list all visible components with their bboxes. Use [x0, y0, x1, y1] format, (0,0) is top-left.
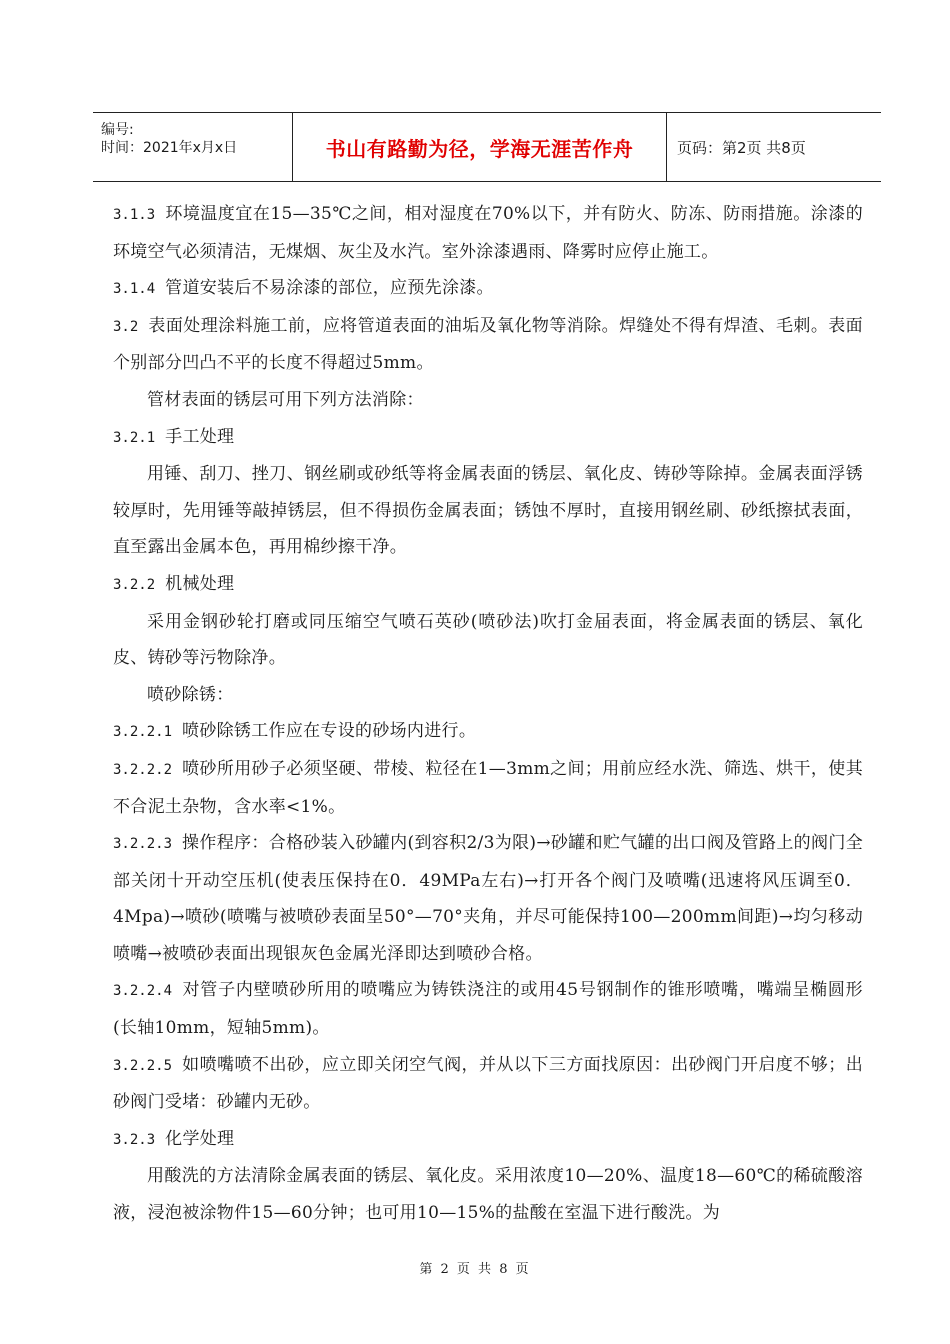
paragraph-text: 对管子内壁喷砂所用的喷嘴应为铸铁浇注的或用45号钢制作的锥形喷嘴，嘴端呈椭圆形(长轴10mm，短轴5mm)。 — [113, 980, 863, 1039]
paragraph-text: 喷砂除锈： — [147, 684, 234, 705]
section-number: 3.2.3 — [113, 1131, 156, 1148]
paragraph — [113, 713, 863, 751]
section-number: 3.1.3 — [113, 207, 156, 223]
paragraph — [113, 972, 863, 1046]
paragraph — [113, 825, 863, 972]
paragraph — [113, 677, 863, 714]
paragraph-text: 喷砂除锈工作应在专设的砂场内进行。 — [182, 721, 477, 742]
paragraph-text: 机械处理 — [165, 573, 235, 594]
paragraph — [113, 456, 863, 566]
paragraph — [113, 382, 863, 419]
header-meta — [93, 113, 293, 181]
paragraph-text: 手工处理 — [165, 426, 235, 447]
paragraph-text: 采用金钢砂轮打磨或同压缩空气喷石英砂(喷砂法)吹打金届表面，将金属表面的锈层、氧化皮、铸砂等污物除净。 — [113, 611, 863, 669]
paragraph-text: 化学处理 — [165, 1128, 235, 1149]
section-number: 3.2.1 — [113, 429, 156, 446]
paragraph-text: 管材表面的锈层可用下列方法消除： — [147, 389, 424, 410]
paragraph — [113, 751, 863, 825]
paragraph-text: 管道安装后不易涂漆的部位，应预先涂漆。 — [165, 278, 494, 299]
paragraph-text: 如喷嘴喷不出砂，应立即关闭空气阀，并从以下三方面找原因：出砂阀门开启度不够；出砂阀门受堵：砂罐内无砂。 — [113, 1054, 863, 1113]
paragraph — [113, 419, 863, 457]
page-footer: 第 2 页 共 8 页 — [419, 1262, 531, 1277]
section-number: 3.2 — [113, 318, 139, 335]
document-date: 时间：2021年x月x日 — [101, 140, 238, 156]
section-number: 3.2.2.4 — [113, 983, 173, 1000]
header-motto: 书山有路勤为径，学海无涯苦作舟 — [293, 113, 667, 181]
paragraph — [113, 1158, 863, 1231]
document-body — [113, 196, 863, 1232]
section-number: 3.2.2 — [113, 576, 156, 593]
header-page-info: 页码：第2页 共8页 — [677, 138, 806, 157]
section-number: 3.2.2.1 — [113, 724, 173, 741]
paragraph — [113, 566, 863, 604]
paragraph — [113, 604, 863, 677]
paragraph — [113, 308, 863, 382]
paragraph — [113, 1047, 863, 1121]
section-number: 3.2.2.2 — [113, 761, 173, 778]
paragraph-text: 表面处理涂料施工前，应将管道表面的油垢及氧化物等消除。焊缝处不得有焊渣、毛刺。表面个别部分凹凸不平的长度不得超过5mm。 — [113, 315, 863, 374]
paragraph-text: 用锤、刮刀、挫刀、钢丝刷或砂纸等将金属表面的锈层、氧化皮、铸砂等除掉。金属表面浮锈较厚时，先用锤等敲掉锈层，但不得损伤金属表面；锈蚀不厚时，直接用钢丝刷、砂纸擦拭表面，直至露出金属本色，再用棉纱擦干净。 — [113, 464, 863, 558]
paragraph-text: 操作程序：合格砂装入砂罐内(到容积2/3为限)→砂罐和贮气罐的出口阀及管路上的阀门全部关闭十开动空压机(使表压保持在0．49MPa左右)→打开各个阀门及喷嘴(迅速将风压调至0．4Mpa)→喷砂(喷嘴与被喷砂表面呈50°—70°夹角，并尽可能保持100—200mm间距)→均匀移动喷嘴→被喷砂表面出现银灰色金属光泽即达到喷砂合格。 — [113, 833, 863, 964]
paragraph-text: 喷砂所用砂子必须坚硬、带棱、粒径在1—3mm之间；用前应经水洗、筛选、烘干，使其不合泥土杂物，含水率<1%。 — [113, 758, 863, 817]
paragraph — [113, 270, 863, 308]
section-number: 3.2.2.5 — [113, 1057, 173, 1074]
paragraph — [113, 1121, 863, 1159]
section-number: 3.2.2.3 — [113, 836, 173, 853]
document-number-label: 编号: — [101, 122, 134, 138]
section-number: 3.1.4 — [113, 281, 156, 298]
page-header — [93, 112, 881, 182]
paragraph — [113, 196, 863, 270]
paragraph-text: 环境温度宜在15—35℃之间，相对湿度在70%以下，并有防火、防冻、防雨措施。涂漆的环境空气必须清洁，无煤烟、灰尘及水汽。室外涂漆遇雨、降雾时应停止施工。 — [113, 204, 863, 262]
paragraph-text: 用酸洗的方法清除金属表面的锈层、氧化皮。采用浓度10—20%、温度18—60℃的稀硫酸溶液，浸泡被涂物件15—60分钟；也可用10—15%的盐酸在室温下进行酸洗。为 — [113, 1166, 863, 1224]
